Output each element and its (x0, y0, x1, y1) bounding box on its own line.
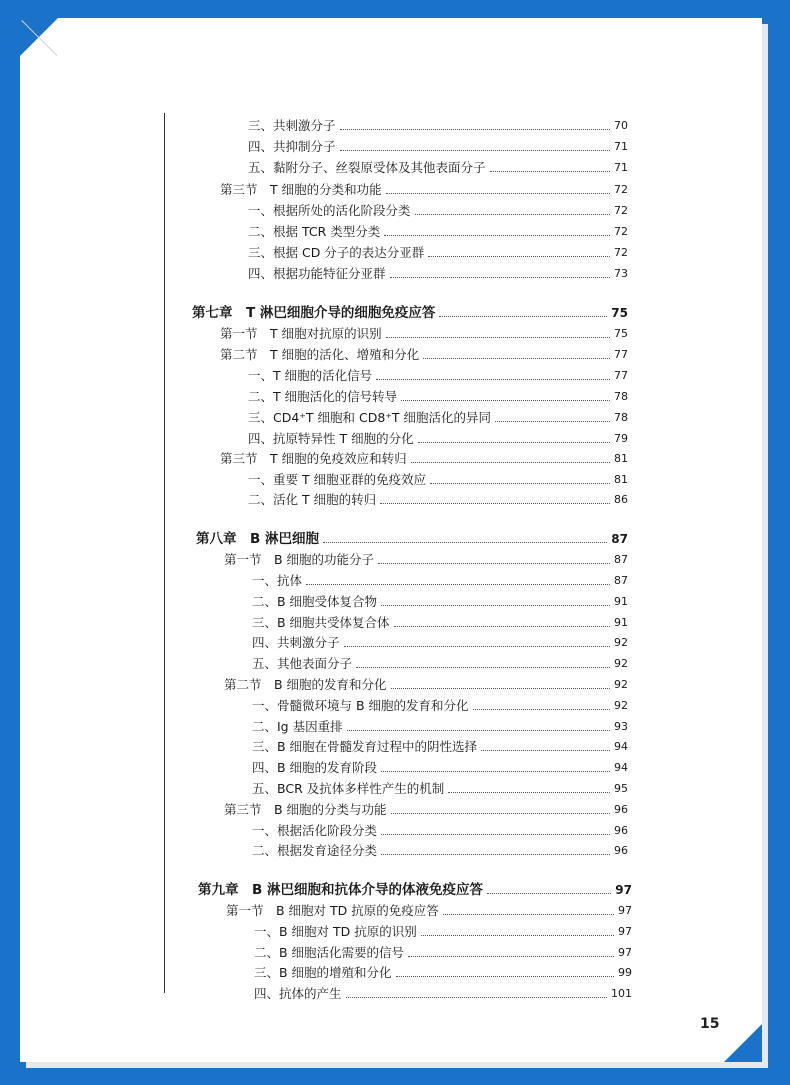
dot-leader (381, 834, 610, 835)
toc-entry-item (248, 406, 628, 426)
dot-leader (423, 358, 610, 359)
toc-entry-page: 79 (614, 432, 628, 445)
toc-entry-title: 三、CD4⁺T 细胞和 CD8⁺T 细胞活化的异同 (248, 410, 491, 425)
toc-entry-page: 92 (614, 678, 628, 691)
toc-entry-page: 87 (614, 553, 628, 566)
toc-entry-item (248, 114, 628, 134)
toc-entry-title: 一、T 细胞的活化信号 (248, 368, 373, 383)
toc-entry-title: 三、B 细胞在骨髓发育过程中的阴性选择 (252, 739, 478, 754)
toc-entry-page: 92 (614, 699, 628, 712)
toc-entry-item (248, 364, 628, 384)
toc-entry-title: 第二节 T 细胞的活化、增殖和分化 (220, 347, 420, 362)
toc-entry-page: 97 (618, 946, 632, 959)
toc-entry-item (252, 756, 628, 776)
toc-entry-title: 第三节 B 细胞的分类与功能 (224, 802, 387, 817)
toc-entry-title: 第二节 B 细胞的发育和分化 (224, 677, 387, 692)
toc-entry-item (252, 735, 628, 755)
dot-leader (391, 688, 610, 689)
toc-entry-section (224, 673, 628, 693)
toc-entry-title: 五、其他表面分子 (252, 656, 353, 671)
toc-entry-page: 75 (611, 306, 628, 320)
toc-entry-item (252, 631, 628, 651)
toc-entry-item (252, 652, 628, 672)
toc-entry-title: 一、B 细胞对 TD 抗原的识别 (254, 924, 417, 939)
toc-entry-page: 75 (614, 327, 628, 340)
toc-entry-title: 第三节 T 细胞的免疫效应和转归 (220, 451, 407, 466)
dot-leader (430, 483, 610, 484)
toc-entry-title: 二、根据发育途径分类 (252, 843, 378, 858)
dot-leader (381, 854, 610, 855)
toc-entry-chapter (192, 301, 628, 321)
dot-leader (490, 171, 610, 172)
toc-entry-item (248, 220, 628, 240)
toc-entry-title: 四、抗原特异性 T 细胞的分化 (248, 431, 414, 446)
toc-entry-section (220, 322, 628, 342)
dot-leader (391, 813, 610, 814)
toc-entry-title: 四、根据功能特征分亚群 (248, 266, 386, 281)
toc-entry-item (248, 199, 628, 219)
dot-leader (381, 771, 610, 772)
toc-entry-page: 97 (618, 904, 632, 917)
toc-entry-page: 99 (618, 966, 632, 979)
toc-entry-page: 92 (614, 657, 628, 670)
toc-entry-section (224, 548, 628, 568)
document-page (20, 18, 762, 1062)
toc-entry-page: 81 (614, 452, 628, 465)
toc-entry-page: 77 (614, 369, 628, 382)
toc-entry-page: 101 (611, 987, 632, 1000)
dot-leader (340, 129, 610, 130)
dot-leader (376, 379, 610, 380)
toc-entry-page: 78 (614, 390, 628, 403)
toc-entry-page: 86 (614, 493, 628, 506)
dot-leader (443, 914, 614, 915)
dot-leader (386, 193, 610, 194)
toc-entry-item (254, 920, 632, 940)
toc-entry-title: 五、黏附分子、丝裂原受体及其他表面分子 (248, 160, 486, 175)
toc-entry-title: 四、抗体的产生 (254, 986, 342, 1001)
toc-entry-page: 78 (614, 411, 628, 424)
toc-entry-chapter (198, 878, 632, 898)
toc-entry-title: 二、B 细胞活化需要的信号 (254, 945, 405, 960)
toc-entry-section (220, 343, 628, 363)
toc-entry-page: 91 (614, 616, 628, 629)
toc-entry-item (252, 590, 628, 610)
dot-leader (439, 316, 607, 317)
toc-entry-title: 第一节 B 细胞的功能分子 (224, 552, 375, 567)
toc-entry-title: 三、B 细胞的增殖和分化 (254, 965, 392, 980)
dot-leader (381, 605, 610, 606)
toc-entry-page: 97 (615, 883, 632, 897)
toc-entry-title: 三、B 细胞共受体复合体 (252, 615, 390, 630)
toc-entry-item (248, 156, 628, 176)
toc-entry-item (248, 385, 628, 405)
dot-leader (487, 893, 611, 894)
toc-entry-page: 71 (614, 161, 628, 174)
toc-entry-page: 81 (614, 473, 628, 486)
toc-entry-page: 87 (614, 574, 628, 587)
dot-leader (481, 750, 610, 751)
toc-entry-title: 第一节 B 细胞对 TD 抗原的免疫应答 (226, 903, 439, 918)
toc-entry-section (220, 447, 628, 467)
dot-leader (344, 646, 610, 647)
toc-entry-page: 72 (614, 225, 628, 238)
dot-leader (415, 214, 610, 215)
toc-entry-title: 一、骨髓微环境与 B 细胞的发育和分化 (252, 698, 469, 713)
toc-entry-title: 第七章 T 淋巴细胞介导的细胞免疫应答 (192, 305, 436, 321)
toc-entry-title: 二、T 细胞活化的信号转导 (248, 389, 398, 404)
toc-entry-page: 73 (614, 267, 628, 280)
dot-leader (306, 584, 610, 585)
dot-leader (346, 997, 607, 998)
toc-entry-item (248, 135, 628, 155)
page-number: 15 (700, 1016, 720, 1032)
dot-leader (386, 337, 610, 338)
dot-leader (421, 935, 614, 936)
toc-entry-chapter (196, 527, 628, 547)
toc-entry-item (252, 694, 628, 714)
toc-entry-title: 第八章 B 淋巴细胞 (196, 531, 319, 547)
toc-entry-page: 87 (611, 532, 628, 546)
toc-entry-title: 第三节 T 细胞的分类和功能 (220, 182, 382, 197)
toc-entry-title: 第一节 T 细胞对抗原的识别 (220, 326, 382, 341)
toc-entry-item (248, 468, 628, 488)
toc-entry-title: 五、BCR 及抗体多样性产生的机制 (252, 781, 445, 796)
toc-entry-page: 93 (614, 720, 628, 733)
dot-leader (408, 956, 614, 957)
dot-leader (411, 462, 610, 463)
toc-entry-title: 三、根据 CD 分子的表达分亚群 (248, 245, 425, 260)
toc-entry-item (248, 262, 628, 282)
toc-entry-item (248, 241, 628, 261)
toc-entry-item (252, 611, 628, 631)
toc-entry-page: 94 (614, 740, 628, 753)
toc-entry-section (226, 899, 632, 919)
toc-entry-title: 二、根据 TCR 类型分类 (248, 224, 381, 239)
toc-entry-title: 二、B 细胞受体复合物 (252, 594, 378, 609)
toc-entry-page: 95 (614, 782, 628, 795)
toc-entry-page: 96 (614, 844, 628, 857)
toc-entry-title: 四、B 细胞的发育阶段 (252, 760, 378, 775)
toc-entry-section (224, 798, 628, 818)
toc-entry-item (248, 488, 628, 508)
dot-leader (356, 667, 610, 668)
toc-entry-page: 71 (614, 140, 628, 153)
toc-entry-page: 72 (614, 246, 628, 259)
dot-leader (347, 730, 610, 731)
toc-entry-title: 第九章 B 淋巴细胞和抗体介导的体液免疫应答 (198, 882, 483, 898)
toc-entry-title: 四、共抑制分子 (248, 139, 336, 154)
dot-leader (418, 442, 610, 443)
toc-entry-page: 72 (614, 204, 628, 217)
dot-leader (323, 542, 607, 543)
toc-entry-title: 一、抗体 (252, 573, 303, 588)
toc-entry-title: 三、共刺激分子 (248, 118, 336, 133)
toc-entry-page: 92 (614, 636, 628, 649)
toc-entry-item (254, 961, 632, 981)
margin-rule (164, 113, 165, 993)
toc-entry-page: 91 (614, 595, 628, 608)
toc-entry-page: 96 (614, 803, 628, 816)
toc-entry-title: 一、重要 T 细胞亚群的免疫效应 (248, 472, 427, 487)
toc-entry-page: 97 (618, 925, 632, 938)
toc-entry-page: 96 (614, 824, 628, 837)
toc-entry-item (254, 941, 632, 961)
dot-leader (380, 503, 610, 504)
toc-entry-page: 72 (614, 183, 628, 196)
dot-leader (401, 400, 610, 401)
dot-leader (428, 256, 610, 257)
toc-entry-page: 70 (614, 119, 628, 132)
dot-leader (448, 792, 610, 793)
toc-entry-item (248, 427, 628, 447)
toc-entry-item (252, 839, 628, 859)
dot-leader (390, 277, 610, 278)
dot-leader (495, 421, 610, 422)
toc-entry-section (220, 178, 628, 198)
toc-entry-page: 94 (614, 761, 628, 774)
toc-entry-item (252, 569, 628, 589)
dot-leader (378, 563, 610, 564)
toc-entry-item (252, 715, 628, 735)
folded-corner-bottom-right (724, 1024, 762, 1062)
dot-leader (396, 976, 614, 977)
toc-entry-item (252, 777, 628, 797)
toc-entry-title: 二、Ig 基因重排 (252, 719, 343, 734)
toc-entry-title: 一、根据活化阶段分类 (252, 823, 378, 838)
dot-leader (394, 626, 610, 627)
toc-entry-item (254, 982, 632, 1002)
toc-entry-title: 二、活化 T 细胞的转归 (248, 492, 377, 507)
dot-leader (384, 235, 610, 236)
toc-entry-title: 四、共刺激分子 (252, 635, 340, 650)
dot-leader (473, 709, 610, 710)
toc-entry-title: 一、根据所处的活化阶段分类 (248, 203, 411, 218)
toc-entry-item (252, 819, 628, 839)
dot-leader (340, 150, 610, 151)
toc-entry-page: 77 (614, 348, 628, 361)
